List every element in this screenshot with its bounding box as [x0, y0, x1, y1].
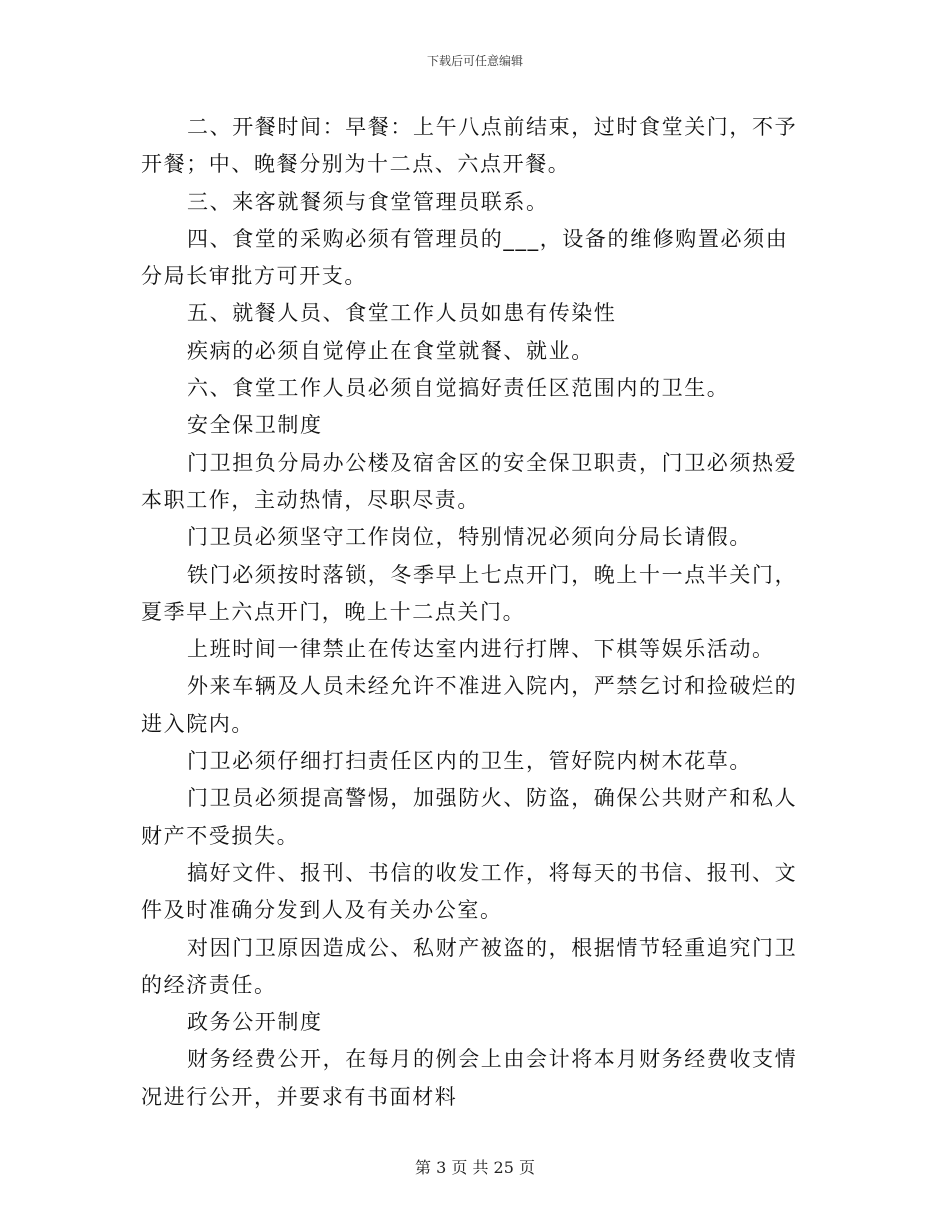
paragraph: 搞好文件、报刊、书信的收发工作，将每天的书信、报刊、文件及时准确分发到人及有关办公室。 [141, 860, 798, 923]
paragraph: 六、食堂工作人员必须自觉搞好责任区范围内的卫生。 [187, 376, 730, 401]
paragraph: 五、就餐人员、食堂工作人员如患有传染性 [187, 301, 617, 326]
paragraph: 三、来客就餐须与食堂管理员联系。 [187, 189, 549, 214]
document-body [141, 109, 806, 1116]
section-heading: 安全保卫制度 [187, 413, 323, 438]
paragraph: 疾病的必须自觉停止在食堂就餐、就业。 [187, 338, 594, 363]
section-heading: 政务公开制度 [187, 1010, 323, 1035]
paragraph: 上班时间一律禁止在传达室内进行打牌、下棋等娱乐活动。 [187, 637, 775, 662]
page-footer: 第 3 页 共 25 页 [415, 1158, 535, 1177]
paragraph: 铁门必须按时落锁，冬季早上七点开门，晚上十一点半关门，夏季早上六点开门，晚上十二点关门。 [141, 562, 798, 624]
paragraph: 门卫员必须提高警惕，加强防火、防盗，确保公共财产和私人财产不受损失。 [141, 786, 798, 848]
paragraph: 门卫员必须坚守工作岗位，特别情况必须向分局长请假。 [187, 525, 752, 550]
paragraph: 门卫必须仔细打扫责任区内的卫生，管好院内树木花草。 [187, 749, 752, 774]
page-header: 下载后可任意编辑 [426, 54, 523, 68]
paragraph: 门卫担负分局办公楼及宿舍区的安全保卫职责，门卫必须热爱本职工作，主动热情，尽职尽责。 [141, 450, 798, 512]
paragraph: 四、食堂的采购必须有管理员的___，设备的维修购置必须由分局长审批方可开支。 [141, 226, 789, 289]
paragraph: 对因门卫原因造成公、私财产被盗的，根据情节轻重追究门卫的经济责任。 [141, 935, 798, 997]
paragraph: 二、开餐时间：早餐：上午八点前结束，过时食堂关门，不予开餐；中、晚餐分别为十二点、六点开餐。 [141, 115, 798, 177]
paragraph: 财务经费公开，在每月的例会上由会计将本月财务经费收支情况进行公开，并要求有书面材料 [141, 1047, 798, 1109]
paragraph: 外来车辆及人员未经允许不准进入院内，严禁乞讨和捡破烂的进入院内。 [141, 674, 798, 736]
